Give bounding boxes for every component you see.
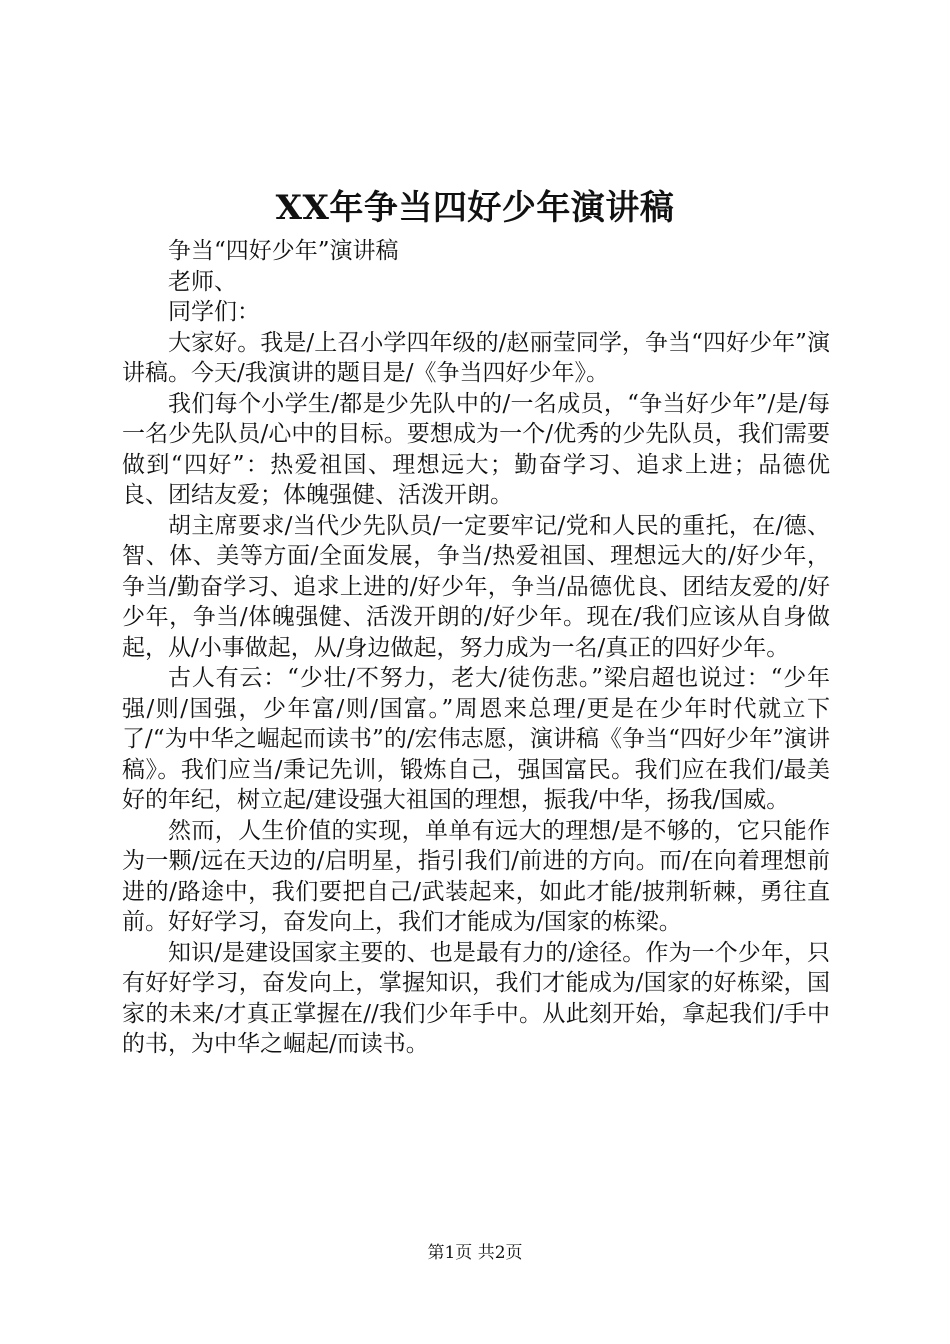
document-title: XX年争当四好少年演讲稿 bbox=[275, 188, 675, 228]
paragraph-salutation-teachers: 老师、 bbox=[168, 268, 237, 295]
paragraph-four-goods: 我们每个小学生/都是少先队中的/一名成员，“争当好少年”/是/每一名少先队员/心中的目标。要想成为一个/优秀的少先队员，我们需要做到“四好”：热爱祖国、理想远大；勤奋学习、追求上进；品德优良、团结友爱；体魄强健、活泼开朗。 bbox=[122, 390, 830, 508]
paragraph-requirements: 胡主席要求/当代少先队员/一定要牢记/党和人民的重托，在/德、智、体、美等方面/全面发展，争当/热爱祖国、理想远大的/好少年，争当/勤奋学习、追求上进的/好少年，争当/品德优良、团结友爱的/好少年，争当/体魄强健、活泼开朗的/好少年。现在/我们应该从自身做起，从/小事做起，从/身边做起，努力成为一名/真正的四好少年。 bbox=[122, 512, 830, 661]
paragraph-intro: 大家好。我是/上召小学四年级的/赵丽莹同学，争当“四好少年”演讲稿。今天/我演讲的题目是/《争当四好少年》。 bbox=[122, 329, 830, 386]
page-number-footer: 第1页 共2页 bbox=[427, 1243, 523, 1263]
document-body bbox=[122, 236, 830, 1060]
paragraph-knowledge: 知识/是建设国家主要的、也是最有力的/途径。作为一个少年，只有好好学习，奋发向上，掌握知识，我们才能成为/国家的好栋梁，国家的未来/才真正掌握在//我们少年手中。从此刻开始，拿起我们/手中的书，为中华之崛起/而读书。 bbox=[122, 939, 830, 1057]
paragraph-subtitle: 争当“四好少年”演讲稿 bbox=[168, 238, 399, 264]
paragraph-ideals: 然而，人生价值的实现，单单有远大的理想/是不够的，它只能作为一颗/远在天边的/启明星，指引我们/前进的方向。而/在向着理想前进的/路途中，我们要把自己/武装起来，如此才能/披荆斩棘，勇往直前。好好学习，奋发向上，我们才能成为/国家的栋梁。 bbox=[122, 817, 830, 935]
paragraph-salutation-students: 同学们： bbox=[168, 299, 260, 325]
paragraph-ancient-sayings: 古人有云：“少壮/不努力，老大/徒伤悲。”梁启超也说过：“少年强/则/国强，少年富/则/国富。”周恩来总理/更是在少年时代就立下了/“为中华之崛起而读书”的/宏伟志愿，演讲稿《争当“四好少年”演讲稿》。我们应当/秉记先训，锻炼自己，强国富民。我们应在我们/最美好的年纪，树立起/建设强大祖国的理想，振我/中华，扬我/国威。 bbox=[122, 665, 830, 813]
